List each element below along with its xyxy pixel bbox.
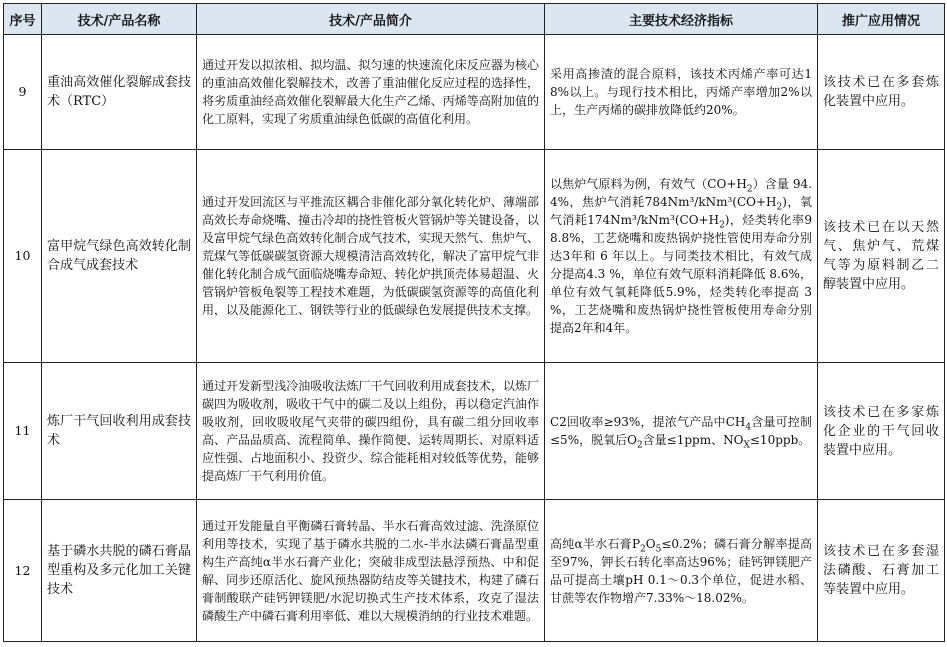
table-row (4, 500, 945, 642)
header-economic-indicators: 主要技术经济指标 (545, 4, 818, 35)
application-status-cell: 该技术已在多家炼化企业的干气回收装置中应用。 (818, 363, 945, 500)
indicator-text: 高纯α半水石膏P (550, 536, 641, 551)
header-technology-intro: 技术/产品简介 (197, 4, 545, 35)
indicator-text: )，氧气消耗174Nm³/kNm³(CO+H (550, 195, 812, 227)
indicator-text: 以焦炉气原料为例，有效气（CO+H (550, 177, 747, 191)
technology-name-cell: 重油高效催化裂解成套技术（RTC） (42, 35, 197, 150)
indicator-text: )，烃类转化率98.8%，工艺烧嘴和废热锅炉挠性管使用寿命分别达3年和 6 年以上。与同类技术相比，有效气成分提高4.3 %，单位有效气原料消耗降低 8.6%，单位有效气氧耗降低5.9%，烃类转化率提高 3 %，工艺烧嘴和废热锅炉挠性管板使用寿命分别提高2年和4年。 (550, 213, 812, 335)
application-status-cell: 该技术已在以天然气、焦炉气、荒煤气等为原料制乙二醇装置中应用。 (818, 150, 945, 363)
indicator-text: 含量可控制≤5%，脱氧后O (550, 415, 812, 447)
subscript: 5 (655, 543, 662, 554)
serial-number-cell: 11 (4, 363, 42, 500)
subscript: 2 (746, 184, 753, 195)
technology-intro-cell: 通过开发能量自平衡磷石膏转晶、半水石膏高效过滤、洗涤原位利用等技术，实现了基于磷水共脱的二水-半水法磷石膏晶型重构生产高纯α半水石膏产业化；突破非成型法悬浮预热、中和促解、同步还原活化、旋风预热器防结皮等关键技术，构建了磷石膏制酸联产硅钙钾镁肥/水泥切换式生产技术体系，攻克了湿法磷酸生产中磷石膏利用率低、难以大规模消纳的行业技术难题。 (197, 500, 545, 642)
table-header-row (4, 4, 945, 35)
application-status-cell: 该技术已在多套湿法磷酸、石膏加工等装置中应用。 (818, 500, 945, 642)
technology-intro-cell: 通过开发以拟浓相、拟均温、拟匀速的快速流化床反应器为核心的重油高效催化裂解技术，改善了重油催化反应过程的选择性，将劣质重油经高效催化裂解最大化生产乙烯、丙烯等高附加值的化工原料，实现了劣质重油绿色低碳的高值化利用。 (197, 35, 545, 150)
indicator-text: ≤0.2%；磷石膏分解率提高至97%，钾长石转化率高达96%；硅钙钾镁肥产品可提高土壤pH 0.1～0.3个单位，促进水稻、甘蔗等农作物增产7.33%～18.02%。 (550, 536, 812, 605)
subscript: X (743, 440, 750, 451)
economic-indicators-cell (545, 35, 818, 150)
table-row (4, 35, 945, 150)
serial-number-cell: 9 (4, 35, 42, 150)
technology-intro-cell: 通过开发回流区与平推流区耦合非催化部分氧化转化炉、薄端部高效长寿命烧嘴、撞击冷却的挠性管板火管锅炉等关键设备，以及富甲烷气绿色高效转化制合成气技术，实现天然气、焦炉气、荒煤气等低碳碳氢资源大规模清洁高效转化，解决了富甲烷气非催化转化制合成气面临烧嘴寿命短、转化炉拱顶壳体易超温、火管锅炉管板龟裂等工程技术难题，为低碳碳氢资源等的高值化利用，以及能源化工、钢铁等行业的低碳绿色发展提供技术支撑。 (197, 150, 545, 363)
subscript: 2 (636, 440, 643, 451)
header-application-status: 推广应用情况 (818, 4, 945, 35)
technology-intro-cell: 通过开发新型浅冷油吸收法炼厂干气回收利用成套技术，以炼厂碳四为吸收剂，吸收干气中的碳二及以上组份，再以稳定汽油作吸收剂，回收吸收尾气夹带的碳四组份，具有碳二组分回收率高、产品品质高、流程简单、操作简便、运转周期长、对原料适应性强、占地面积小、投资少、综合能耗相对较低等优势，能够提高炼厂干气利用价值。 (197, 363, 545, 500)
indicator-text: 采用高掺渣的混合原料，该技术丙烯产率可达18%以上。与现行技术相比，丙烯产率增加2%以上，生产丙烯的碳排放降低约20%。 (550, 67, 812, 117)
subscript: 4 (745, 422, 752, 433)
subscript: 2 (719, 220, 725, 231)
indicator-text: ≤10ppb。 (749, 433, 811, 447)
serial-number-cell: 12 (4, 500, 42, 642)
technology-table (3, 3, 945, 642)
subscript: 2 (776, 202, 783, 213)
indicator-text: C2回收率≥93%，提浓气产品中CH (550, 415, 746, 429)
serial-number-cell: 10 (4, 150, 42, 363)
subscript: 2 (640, 543, 646, 554)
indicator-text: ）含量 94.4%，焦炉气消耗784Nm³/kNm³(CO+H (550, 177, 812, 209)
indicator-text: 含量≤1ppm、NO (642, 433, 744, 447)
technology-name-cell: 炼厂干气回收利用成套技术 (42, 363, 197, 500)
technology-name-cell: 基于磷水共脱的磷石膏晶型重构及多元化加工关键技术 (42, 500, 197, 642)
technology-name-cell: 富甲烷气绿色高效转化制合成气成套技术 (42, 150, 197, 363)
economic-indicators-cell (545, 363, 818, 500)
indicator-text: O (645, 536, 656, 551)
economic-indicators-cell (545, 500, 818, 642)
table-row (4, 150, 945, 363)
header-serial-number: 序号 (4, 4, 42, 35)
economic-indicators-cell (545, 150, 818, 363)
table-row (4, 363, 945, 500)
header-technology-name: 技术/产品名称 (42, 4, 197, 35)
application-status-cell: 该技术已在多套炼化装置中应用。 (818, 35, 945, 150)
